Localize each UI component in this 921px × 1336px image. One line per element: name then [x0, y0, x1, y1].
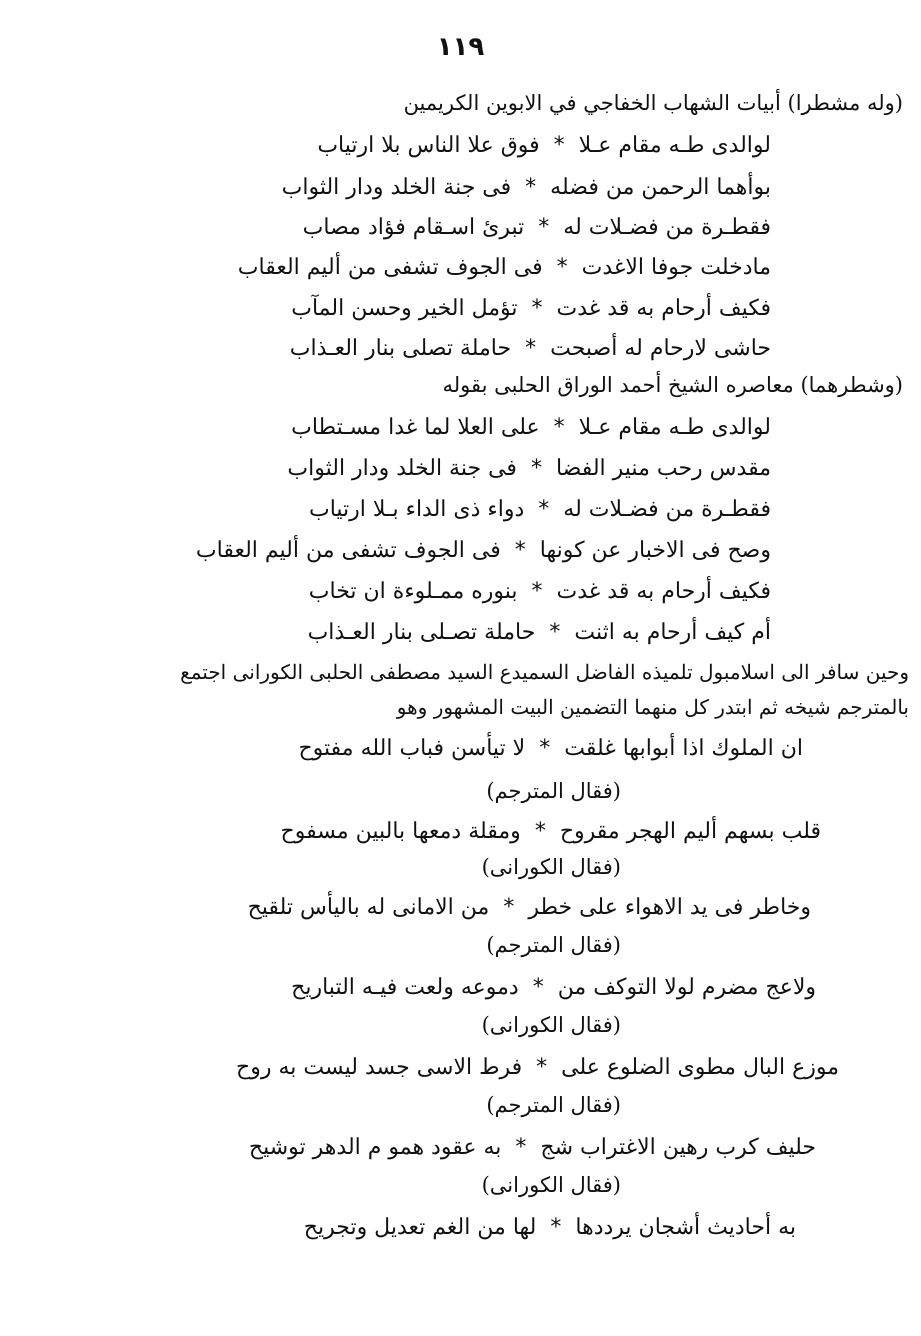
verse-2-6: [308, 617, 771, 649]
heading-warraq-verses: (وشطرهما) معاصره الشيخ أحمد الوراق الحلبى بقوله: [442, 373, 903, 397]
hemistich-first: حاشى لارحام له أصبحت: [550, 336, 771, 361]
prose-line-1: وحين سافر الى اسلامبول تلميذه الفاضل السميدع السيد مصطفى الحلبى الكورانى اجتمع: [180, 660, 909, 684]
exchange-verse-6: [304, 1212, 796, 1244]
hemistich-first: فكيف أرحام به قد غدت: [556, 579, 771, 604]
hemistich-second: به عقود همو م الدهر توشيح: [248, 1135, 502, 1160]
hemistich-first: قلب بسهم أليم الهجر مقروح: [559, 819, 821, 844]
verse-1-3: [303, 212, 771, 244]
star-separator: *: [531, 579, 543, 604]
hemistich-second: تبرئ اسـقام فؤاد مصاب: [302, 215, 525, 240]
prose-line-2: بالمترجم شيخه ثم ابتدر كل منهما التضمين البيت المشهور وهو: [396, 695, 909, 719]
exchange-verse-3: [291, 972, 816, 1004]
hemistich-first: مقدس رحب منير الفضا: [555, 456, 771, 481]
hemistich-first: فقطـرة من فضـلات له: [563, 497, 771, 522]
star-separator: *: [503, 895, 515, 920]
hemistich-second: حاملة تصلى بنار العـذاب: [289, 336, 512, 361]
exchange-verse-1: [281, 816, 821, 848]
star-separator: *: [553, 133, 565, 158]
verse-2-2: [287, 453, 771, 485]
speaker-label: (فقال الكورانى): [481, 855, 621, 879]
famous-verse: [298, 733, 803, 765]
hemistich-second: حاملة تصـلى بنار العـذاب: [307, 620, 536, 645]
hemistich-first: فكيف أرحام به قد غدت: [556, 296, 771, 321]
hemistich-second: لها من الغم تعديل وتجريح: [303, 1215, 537, 1240]
hemistich-first: به أحاديث أشجان يرددها: [575, 1215, 796, 1240]
page-number: ١١٩: [436, 32, 485, 62]
heading-shihab-verses: (وله مشطرا) أبيات الشهاب الخفاجي في الابوين الكريمين: [403, 91, 903, 115]
hemistich-first: فقطـرة من فضـلات له: [563, 215, 771, 240]
star-separator: *: [525, 175, 537, 200]
verse-2-3: [309, 494, 771, 526]
speaker-label: (فقال الكورانى): [481, 1013, 621, 1037]
hemistich-second: فرط الاسى جسد ليست به روح: [236, 1055, 523, 1080]
hemistich-first: وخاطر فى يد الاهواء على خطر: [528, 895, 811, 920]
hemistich-second: من الامانى له باليأس تلقيح: [247, 895, 490, 920]
hemistich-second: دموعه ولعت فيـه التباريح: [291, 975, 519, 1000]
hemistich-second: تؤمل الخير وحسن المآب: [291, 296, 518, 321]
star-separator: *: [538, 497, 550, 522]
speaker-label: (فقال المترجم): [486, 1093, 621, 1117]
speaker-label: (فقال الكورانى): [481, 1173, 621, 1197]
hemistich-first: موزع البال مطوى الضلوع على: [561, 1055, 839, 1080]
verse-1-4: [238, 252, 771, 284]
star-separator: *: [549, 620, 561, 645]
exchange-verse-2: [248, 892, 811, 924]
hemistich-first: ولاعج مضرم لولا التوكف من: [557, 975, 816, 1000]
hemistich-second: لا تيأسن فباب الله مفتوح: [298, 736, 526, 761]
star-separator: *: [515, 1135, 527, 1160]
hemistich-first: مادخلت جوفا الاغدت: [581, 255, 771, 280]
verse-2-4: [196, 535, 771, 567]
hemistich-first: لوالدى طـه مقام عـلا: [578, 133, 771, 158]
hemistich-first: حليف كرب رهين الاغتراب شج: [540, 1135, 816, 1160]
star-separator: *: [514, 538, 526, 563]
hemistich-second: فى جنة الخلد ودار الثواب: [281, 175, 512, 200]
star-separator: *: [536, 1055, 548, 1080]
hemistich-first: بوأهما الرحمن من فضله: [550, 175, 771, 200]
hemistich-second: فى الجوف تشفى من أليم العقاب: [237, 255, 543, 280]
star-separator: *: [553, 415, 565, 440]
exchange-verse-4: [236, 1052, 839, 1084]
hemistich-first: أم كيف أرحام به اثنت: [574, 620, 771, 645]
hemistich-second: فى الجوف تشفى من أليم العقاب: [195, 538, 501, 563]
hemistich-second: فى جنة الخلد ودار الثواب: [287, 456, 517, 481]
exchange-verse-5: [249, 1132, 816, 1164]
star-separator: *: [539, 736, 551, 761]
star-separator: *: [550, 1215, 562, 1240]
hemistich-second: على العلا لما غدا مسـتطاب: [291, 415, 540, 440]
hemistich-first: ان الملوك اذا أبوابها غلقت: [564, 736, 803, 761]
verse-1-1: [317, 130, 771, 162]
hemistich-first: لوالدى طـه مقام عـلا: [578, 415, 771, 440]
verse-1-6: [290, 333, 771, 365]
hemistich-second: ومقلة دمعها بالبين مسفوح: [280, 819, 521, 844]
star-separator: *: [534, 819, 546, 844]
star-separator: *: [538, 215, 550, 240]
verse-1-5: [291, 293, 771, 325]
hemistich-second: فوق علا الناس بلا ارتياب: [317, 133, 540, 158]
star-separator: *: [531, 296, 543, 321]
hemistich-second: دواء ذى الداء بـلا ارتياب: [309, 497, 525, 522]
speaker-label: (فقال المترجم): [486, 779, 621, 803]
star-separator: *: [525, 336, 537, 361]
verse-2-5: [309, 576, 771, 608]
speaker-label: (فقال المترجم): [486, 933, 621, 957]
hemistich-first: وصح فى الاخبار عن كونها: [539, 538, 771, 563]
star-separator: *: [532, 975, 544, 1000]
verse-1-2: [282, 172, 771, 204]
hemistich-second: بنوره ممـلوءة ان تخاب: [308, 579, 518, 604]
star-separator: *: [530, 456, 542, 481]
star-separator: *: [556, 255, 568, 280]
verse-2-1: [291, 412, 771, 444]
